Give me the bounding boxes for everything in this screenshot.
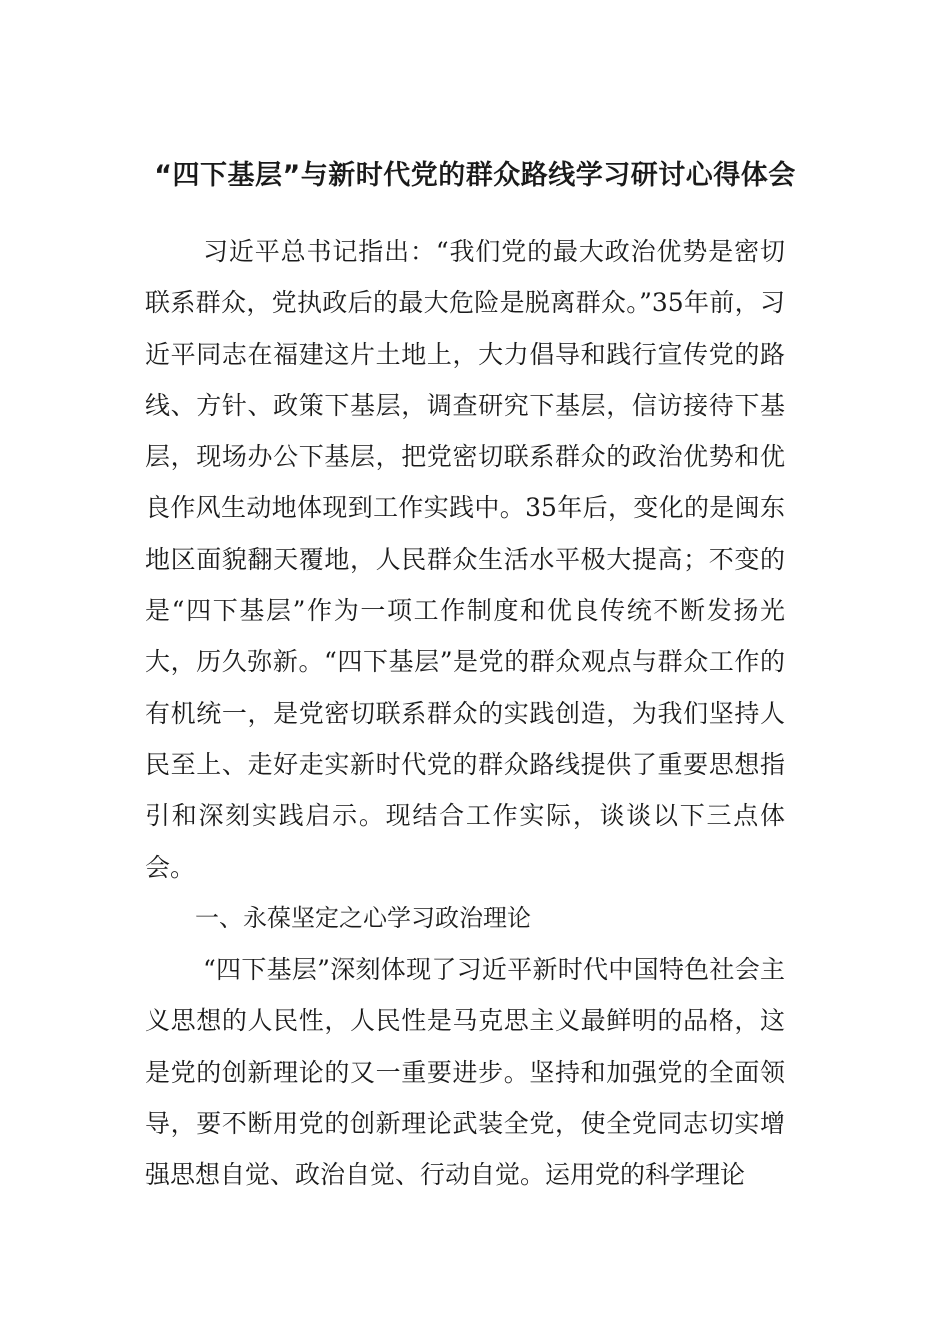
section-heading-1: 一、永葆坚定之心学习政治理论 xyxy=(195,903,531,932)
paragraph-intro: 习近平总书记指出：“我们党的最大政治优势是密切联系群众，党执政后的最大危险是脱离群众。”35年前，习近平同志在福建这片土地上，大力倡导和践行宣传党的路线、方针、政策下基层，调查研究下基层，信访接待下基层，现场办公下基层，把党密切联系群众的政治优势和优良作风生动地体现到工作实践中。35年后，变化的是闽东地区面貌翻天覆地，人民群众生活水平极大提高；不变的是“四下基层”作为一项工作制度和优良传统不断发扬光大，历久弥新。“四下基层”是党的群众观点与群众工作的有机统一，是党密切联系群众的实践创造，为我们坚持人民至上、走好走实新时代党的群众路线提供了重要思想指引和深刻实践启示。现结合工作实际，谈谈以下三点体会。 xyxy=(145,237,785,882)
paragraph-section-1: “四下基层”深刻体现了习近平新时代中国特色社会主义思想的人民性，人民性是马克思主义最鲜明的品格，这是党的创新理论的又一重要进步。坚持和加强党的全面领导，要不断用党的创新理论武装全党，使全党同志切实增强思想自觉、政治自觉、行动自觉。运用党的科学理论 xyxy=(145,955,785,1190)
document-title: “四下基层”与新时代党的群众路线学习研讨心得体会 xyxy=(154,160,796,191)
document-body xyxy=(145,226,785,1201)
